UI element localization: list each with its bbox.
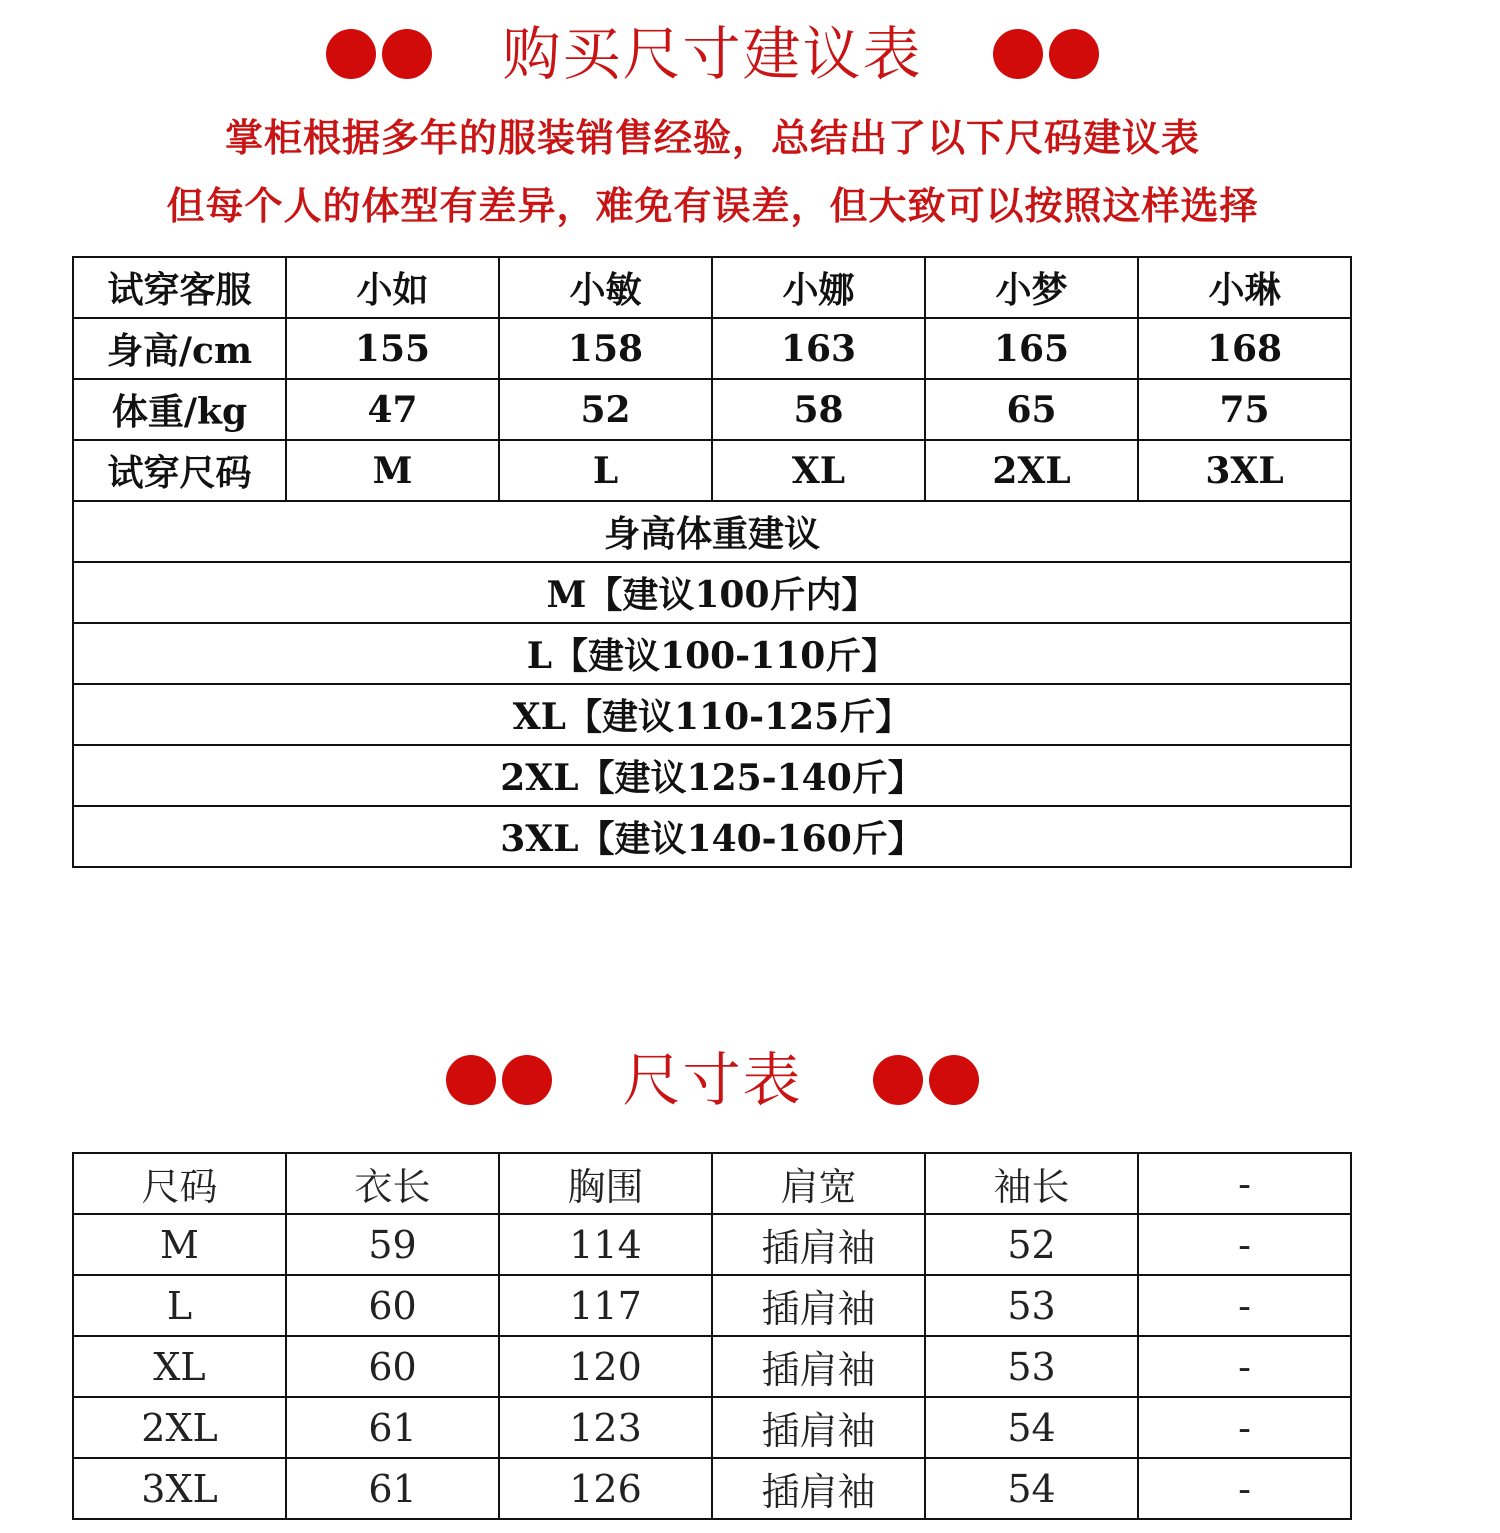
size-header-cell: 袖长 [925,1153,1138,1214]
recommend-cell: 体重/kg [73,379,286,440]
size-cell: 117 [499,1275,712,1336]
dot-icon [446,1055,496,1105]
size-cell: 插肩袖 [712,1336,925,1397]
recommend-cell: XL [712,440,925,501]
size-cell: 60 [286,1275,499,1336]
size-cell: 插肩袖 [712,1275,925,1336]
size-cell: 59 [286,1214,499,1275]
recommend-cell: 168 [1138,318,1351,379]
size-cell: 插肩袖 [712,1397,925,1458]
recommend-title: 购买尺寸建议表 [502,20,923,88]
size-cell: 54 [925,1397,1138,1458]
recommend-row [73,257,1351,318]
size-cell: 54 [925,1458,1138,1519]
advice-cell: M【建议100斤内】 [73,562,1351,623]
recommend-table-body [73,257,1351,867]
size-cell: 52 [925,1214,1138,1275]
recommend-cell: 小娜 [712,257,925,318]
size-header-cell: - [1138,1153,1351,1214]
decor-dots-right [873,1055,979,1105]
recommend-cell: M [286,440,499,501]
size-cell: 53 [925,1275,1138,1336]
size-row [73,1275,1351,1336]
recommend-cell: 3XL [1138,440,1351,501]
size-title: 尺寸表 [622,1046,803,1114]
size-header-cell: 尺码 [73,1153,286,1214]
size-cell: - [1138,1275,1351,1336]
advice-heading-row [73,501,1351,562]
recommend-cell: 小如 [286,257,499,318]
recommend-cell: 75 [1138,379,1351,440]
size-cell: XL [73,1336,286,1397]
advice-row [73,562,1351,623]
decor-dots-left [446,1055,552,1105]
recommend-subtitle-line1: 掌柜根据多年的服装销售经验，总结出了以下尺码建议表 [224,115,1200,160]
size-cell: 2XL [73,1397,286,1458]
recommend-cell: 52 [499,379,712,440]
recommend-cell: 小梦 [925,257,1138,318]
recommend-cell: 65 [925,379,1138,440]
dot-icon [1049,29,1099,79]
decor-dots-left [326,29,432,79]
dot-icon [326,29,376,79]
size-cell: - [1138,1458,1351,1519]
recommend-cell: 2XL [925,440,1138,501]
recommend-cell: 小敏 [499,257,712,318]
advice-row [73,623,1351,684]
recommend-row [73,379,1351,440]
recommend-cell: 155 [286,318,499,379]
size-cell: 126 [499,1458,712,1519]
advice-cell: L【建议100-110斤】 [73,623,1351,684]
recommend-table [72,256,1352,868]
size-cell: 53 [925,1336,1138,1397]
size-cell: 114 [499,1214,712,1275]
size-cell: 60 [286,1336,499,1397]
size-header-cell: 胸围 [499,1153,712,1214]
size-table-body [73,1153,1351,1519]
recommend-cell: 58 [712,379,925,440]
size-table [72,1152,1352,1520]
size-cell: - [1138,1336,1351,1397]
advice-row [73,806,1351,867]
recommend-cell: 47 [286,379,499,440]
advice-cell: XL【建议110-125斤】 [73,684,1351,745]
advice-heading: 身高体重建议 [73,501,1351,562]
dot-icon [502,1055,552,1105]
size-cell: L [73,1275,286,1336]
size-cell: 插肩袖 [712,1214,925,1275]
size-cell: 120 [499,1336,712,1397]
recommend-cell: 身高/cm [73,318,286,379]
recommend-subtitle-line2: 但每个人的体型有差异，难免有误差，但大致可以按照这样选择 [166,183,1259,228]
size-cell: 3XL [73,1458,286,1519]
advice-row [73,684,1351,745]
recommend-row [73,440,1351,501]
size-row [73,1458,1351,1519]
size-title-row [0,1045,1425,1115]
size-cell: 61 [286,1397,499,1458]
advice-cell: 3XL【建议140-160斤】 [73,806,1351,867]
dot-icon [929,1055,979,1105]
recommend-cell: 163 [712,318,925,379]
recommend-cell: 小琳 [1138,257,1351,318]
size-row [73,1336,1351,1397]
recommend-cell: 试穿客服 [73,257,286,318]
advice-cell: 2XL【建议125-140斤】 [73,745,1351,806]
size-cell: - [1138,1214,1351,1275]
recommend-cell: 试穿尺码 [73,440,286,501]
size-cell: 61 [286,1458,499,1519]
advice-row [73,745,1351,806]
size-row [73,1397,1351,1458]
size-cell: 插肩袖 [712,1458,925,1519]
decor-dots-right [993,29,1099,79]
dot-icon [873,1055,923,1105]
recommend-title-row [0,19,1425,89]
recommend-cell: 165 [925,318,1138,379]
size-row [73,1214,1351,1275]
dot-icon [382,29,432,79]
size-header-cell: 衣长 [286,1153,499,1214]
size-cell: 123 [499,1397,712,1458]
size-cell: M [73,1214,286,1275]
recommend-row [73,318,1351,379]
recommend-cell: 158 [499,318,712,379]
size-header-row [73,1153,1351,1214]
size-cell: - [1138,1397,1351,1458]
dot-icon [993,29,1043,79]
size-header-cell: 肩宽 [712,1153,925,1214]
recommend-cell: L [499,440,712,501]
